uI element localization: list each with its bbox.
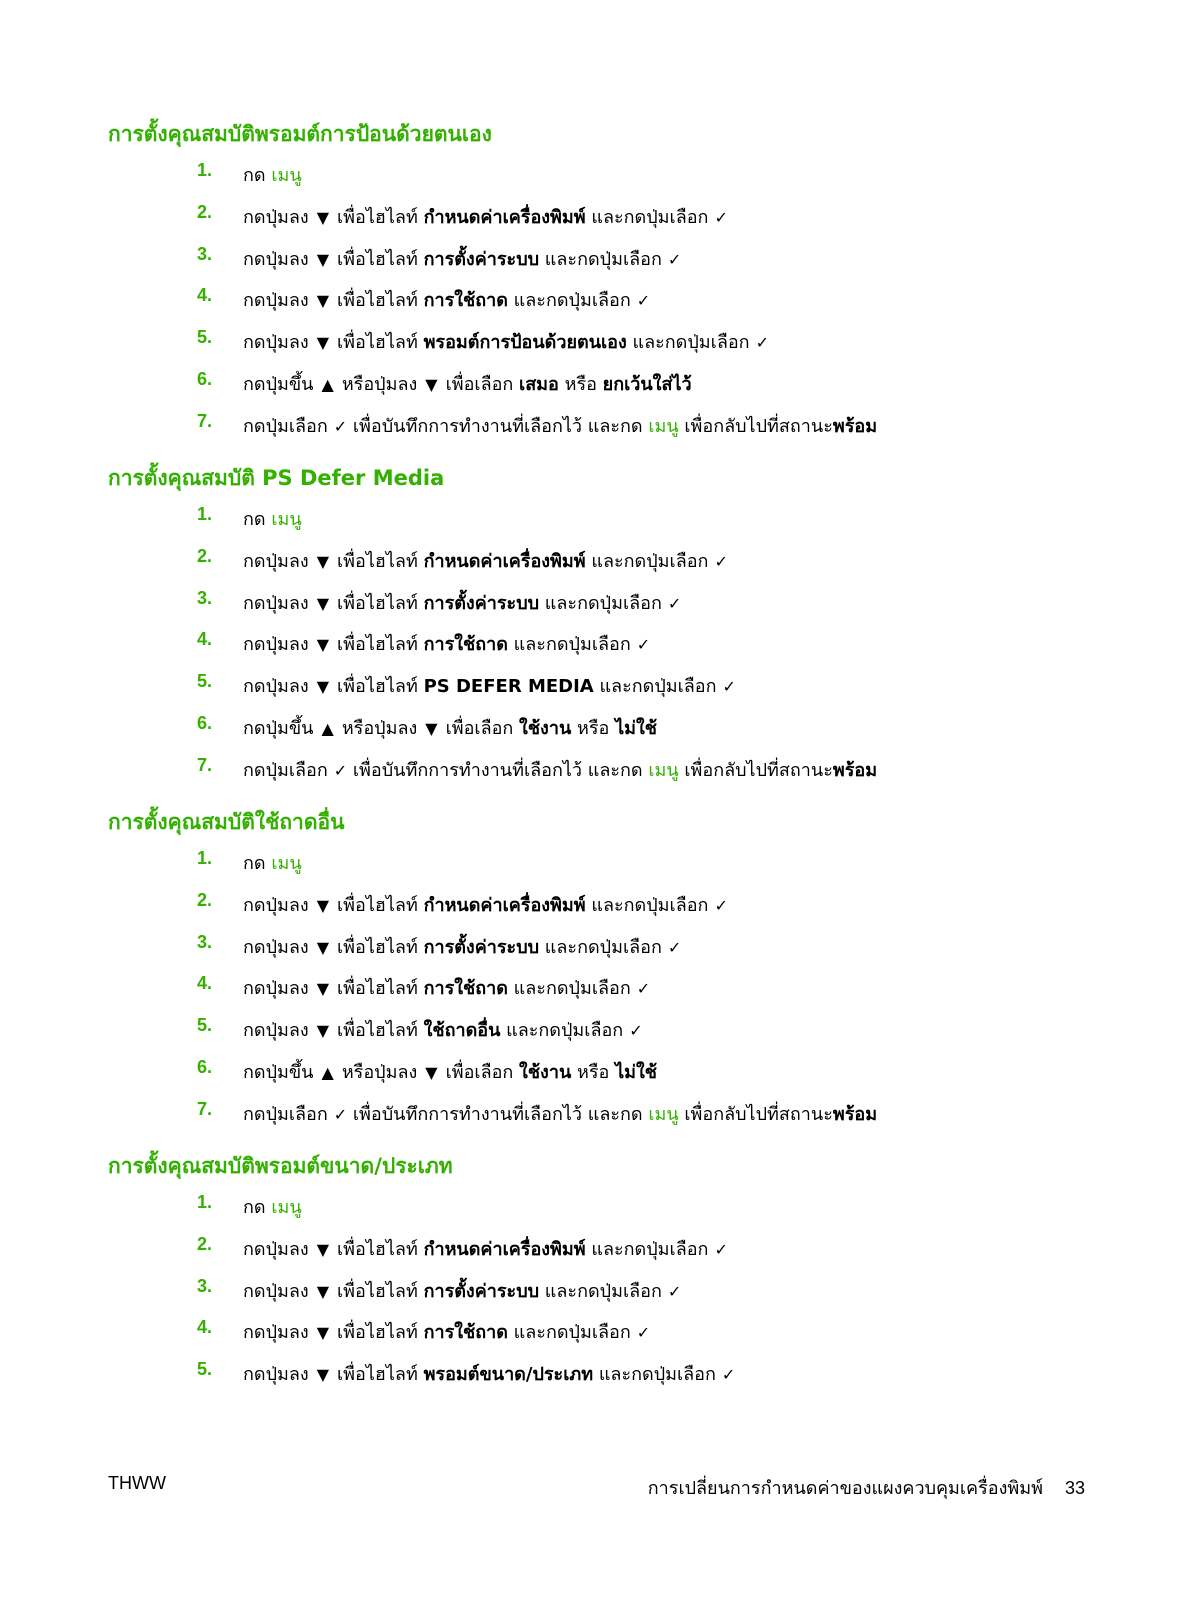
step-segment: กดปุ่มลง	[243, 894, 309, 916]
step-text	[243, 504, 302, 533]
arrow-down-icon: ▼	[316, 895, 330, 915]
step-text	[243, 285, 650, 314]
step-segment: กดปุ่มลง	[243, 248, 309, 270]
step-segment: กดปุ่มขึ้น	[243, 718, 314, 739]
step-number: 5.	[197, 1015, 213, 1036]
step-number: 5.	[197, 327, 213, 348]
step-segment: และกดปุ่มเลือก	[585, 206, 709, 228]
menu-keyword: เมนู	[271, 1197, 302, 1218]
step-segment: กดปุ่มลง	[243, 1364, 309, 1386]
step-segment: กดปุ่มขึ้น	[243, 374, 314, 395]
step-number: 4.	[197, 629, 213, 650]
arrow-down-icon: ▼	[316, 1323, 330, 1343]
step-segment: กด	[243, 1197, 272, 1218]
section-title: การตั้งคุณสมบัติพรอมต์การป้อนด้วยตนเอง	[108, 122, 492, 146]
menu-keyword: เมนู	[648, 1103, 679, 1125]
step-number: 3.	[197, 587, 213, 608]
step-segment: และกดปุ่มเลือก	[500, 1020, 624, 1042]
step-text	[243, 327, 769, 356]
step-segment: กดปุ่มลง	[243, 332, 309, 354]
arrow-up-icon: ▲	[321, 719, 334, 738]
step-number: 5.	[197, 671, 213, 692]
step-segment: กดปุ่มลง	[243, 936, 309, 958]
step-segment: และกดปุ่มเลือก	[593, 676, 717, 698]
step-text	[243, 755, 877, 784]
step-segment: เพื่อกลับไปที่สถานะ	[678, 759, 833, 781]
step-number: 4.	[197, 285, 213, 306]
setting-name: พรอมต์ขนาด/ประเภท	[423, 1364, 594, 1386]
arrow-up-icon: ▲	[321, 375, 334, 394]
step-segment: เพื่อไฮไลท์	[337, 978, 424, 1000]
checkmark-icon: ✓	[629, 1021, 643, 1041]
step-segment: และกดปุ่มเลือก	[507, 290, 631, 312]
step-number: 6.	[197, 369, 213, 389]
step-segment: และกดปุ่มเลือก	[507, 1322, 631, 1344]
setting-name: การตั้งค่าระบบ	[423, 592, 540, 614]
checkmark-icon: ✓	[667, 937, 682, 957]
checkmark-icon: ✓	[714, 1239, 728, 1259]
step-segment: และกดปุ่มเลือก	[626, 332, 750, 354]
step-text	[243, 932, 681, 961]
step-segment: และกดปุ่มเลือก	[585, 894, 709, 916]
checkmark-icon: ✓	[636, 291, 651, 311]
step-text	[243, 713, 657, 742]
step-segment: กดปุ่มลง	[243, 206, 309, 228]
step-segment: เพื่อไฮไลท์	[337, 1280, 424, 1302]
arrow-down-icon: ▼	[316, 937, 330, 957]
step-segment: เพื่อไฮไลท์	[337, 248, 424, 270]
step-segment: กดปุ่มลง	[243, 1280, 309, 1302]
step-number: 7.	[197, 410, 213, 431]
setting-name: ใช้งาน	[519, 718, 572, 739]
step-number: 3.	[197, 1275, 213, 1296]
step-segment: หรือ	[558, 374, 603, 395]
arrow-down-icon: ▼	[316, 551, 330, 571]
step-number: 1.	[197, 1192, 213, 1212]
arrow-down-icon: ▼	[316, 207, 330, 227]
step-text	[243, 629, 650, 658]
step-segment: กดปุ่มลง	[243, 550, 309, 572]
step-segment: เพื่อไฮไลท์	[337, 936, 424, 958]
step-number: 5.	[197, 1359, 213, 1380]
menu-keyword: เมนู	[271, 509, 302, 530]
step-segment: กดปุ่มลง	[243, 1322, 309, 1344]
setting-name: ไม่ใช้	[615, 718, 657, 739]
step-segment: กด	[243, 853, 272, 874]
step-segment: กดปุ่มลง	[243, 978, 309, 1000]
menu-keyword: เมนู	[271, 165, 302, 186]
step-segment: เพื่อกลับไปที่สถานะ	[678, 1103, 833, 1125]
step-segment: หรือปุ่มลง	[341, 374, 418, 395]
step-segment: และกดปุ่มเลือก	[593, 1364, 716, 1386]
section-title: การตั้งคุณสมบัติใช้ถาดอื่น	[108, 810, 345, 834]
step-segment: เพื่อบันทึกการทำงานที่เลือกไว้ และกด	[347, 415, 649, 437]
setting-name: การใช้ถาด	[423, 290, 508, 312]
step-number: 7.	[197, 1098, 213, 1119]
arrow-down-icon: ▼	[425, 1063, 438, 1082]
step-text	[243, 973, 650, 1002]
arrow-up-icon: ▲	[321, 1063, 334, 1082]
checkmark-icon: ✓	[333, 760, 348, 780]
arrow-down-icon: ▼	[316, 677, 330, 697]
step-segment: เพื่อไฮไลท์	[337, 1238, 424, 1260]
step-text	[243, 244, 681, 273]
arrow-down-icon: ▼	[316, 333, 330, 353]
step-number: 1.	[197, 160, 213, 180]
step-segment: กดปุ่มลง	[243, 290, 309, 312]
checkmark-icon: ✓	[714, 895, 728, 915]
step-number: 6.	[197, 1057, 213, 1077]
footer-right	[648, 1473, 1085, 1502]
setting-name: กำหนดค่าเครื่องพิมพ์	[423, 1238, 586, 1260]
checkmark-icon: ✓	[722, 677, 736, 697]
step-segment: เพื่อบันทึกการทำงานที่เลือกไว้ และกด	[347, 759, 649, 781]
checkmark-icon: ✓	[333, 416, 348, 436]
step-segment: และกดปุ่มเลือก	[507, 978, 631, 1000]
checkmark-icon: ✓	[714, 207, 728, 227]
setting-name: ใช้ถาดอื่น	[423, 1020, 501, 1042]
arrow-down-icon: ▼	[425, 375, 438, 394]
arrow-down-icon: ▼	[425, 719, 438, 738]
step-text	[243, 1192, 302, 1221]
step-segment: กดปุ่มลง	[243, 1020, 309, 1042]
setting-name: กำหนดค่าเครื่องพิมพ์	[423, 206, 586, 228]
page-number: 33	[1064, 1478, 1085, 1498]
setting-name: ไม่ใช้	[615, 1062, 657, 1083]
checkmark-icon: ✓	[636, 1323, 651, 1343]
arrow-down-icon: ▼	[316, 635, 330, 655]
step-segment: เพื่อไฮไลท์	[337, 634, 424, 656]
step-segment: กดปุ่มขึ้น	[243, 1062, 314, 1083]
step-segment: เพื่อไฮไลท์	[337, 1364, 424, 1386]
checkmark-icon: ✓	[636, 635, 651, 655]
step-segment: และกดปุ่มเลือก	[585, 1238, 709, 1260]
step-segment: กดปุ่มเลือก	[243, 415, 328, 437]
step-number: 2.	[197, 201, 213, 222]
arrow-down-icon: ▼	[316, 249, 330, 269]
step-segment: และกดปุ่มเลือก	[539, 248, 662, 270]
step-segment: และกดปุ่มเลือก	[539, 592, 662, 614]
step-segment: เพื่อเลือก	[445, 374, 520, 395]
step-text	[243, 1015, 643, 1044]
setting-name: กำหนดค่าเครื่องพิมพ์	[423, 894, 586, 916]
section-title: การตั้งคุณสมบัติพรอมต์ขนาด/ประเภท	[108, 1154, 453, 1178]
footer-chapter-title: การเปลี่ยนการกำหนดค่าของแผงควบคุมเครื่องพิมพ์	[647, 1478, 1043, 1498]
step-segment: และกดปุ่มเลือก	[539, 936, 662, 958]
setting-name: ยกเว้นใส่ไว้	[602, 374, 692, 395]
arrow-down-icon: ▼	[316, 1365, 330, 1385]
setting-name: พร้อม	[832, 415, 878, 437]
step-segment: กดปุ่มลง	[243, 592, 309, 614]
step-number: 3.	[197, 931, 213, 952]
arrow-down-icon: ▼	[316, 1021, 330, 1041]
step-number: 3.	[197, 243, 213, 264]
arrow-down-icon: ▼	[316, 1281, 330, 1301]
step-segment: กด	[243, 165, 272, 186]
step-text	[243, 1057, 657, 1086]
setting-name: การตั้งค่าระบบ	[423, 936, 540, 958]
setting-name: พรอมต์การป้อนด้วยตนเอง	[423, 332, 627, 354]
setting-name: การใช้ถาด	[423, 1322, 508, 1344]
setting-name: พร้อม	[832, 1103, 878, 1125]
step-segment: เพื่อไฮไลท์	[337, 1020, 424, 1042]
step-number: 2.	[197, 1233, 213, 1254]
step-text	[243, 588, 681, 617]
step-segment: กดปุ่มเลือก	[243, 1103, 328, 1125]
step-text	[243, 1099, 877, 1128]
step-text	[243, 848, 302, 877]
step-text	[243, 202, 728, 231]
step-segment: หรือ	[571, 1062, 616, 1083]
step-number: 1.	[197, 848, 213, 868]
menu-keyword: เมนู	[648, 759, 679, 781]
checkmark-icon: ✓	[333, 1104, 348, 1124]
setting-name: การตั้งค่าระบบ	[423, 248, 540, 270]
checkmark-icon: ✓	[721, 1365, 736, 1385]
step-number: 2.	[197, 545, 213, 566]
step-segment: เพื่อไฮไลท์	[337, 332, 424, 354]
step-segment: กดปุ่มเลือก	[243, 759, 328, 781]
step-segment: หรือ	[571, 718, 616, 739]
checkmark-icon: ✓	[667, 1281, 682, 1301]
step-number: 1.	[197, 504, 213, 524]
step-text	[243, 1317, 650, 1346]
checkmark-icon: ✓	[714, 551, 728, 571]
step-segment: เพื่อไฮไลท์	[337, 550, 424, 572]
step-number: 2.	[197, 889, 213, 910]
step-segment: เพื่อไฮไลท์	[337, 1322, 424, 1344]
setting-name: กำหนดค่าเครื่องพิมพ์	[423, 550, 586, 572]
step-segment: เพื่อบันทึกการทำงานที่เลือกไว้ และกด	[347, 1103, 649, 1125]
step-text	[243, 1359, 735, 1388]
step-text	[243, 369, 692, 398]
setting-name: การตั้งค่าระบบ	[423, 1280, 540, 1302]
checkmark-icon: ✓	[667, 593, 682, 613]
step-segment: กดปุ่มลง	[243, 676, 309, 698]
step-text	[243, 160, 302, 189]
checkmark-icon: ✓	[636, 979, 651, 999]
arrow-down-icon: ▼	[316, 291, 330, 311]
step-text	[243, 411, 877, 440]
step-text	[243, 546, 728, 575]
footer-left: THWW	[108, 1473, 166, 1493]
step-number: 4.	[197, 1317, 213, 1338]
setting-name: การใช้ถาด	[423, 978, 508, 1000]
menu-keyword: เมนู	[648, 415, 679, 437]
step-segment: เพื่อไฮไลท์	[337, 676, 424, 698]
step-number: 6.	[197, 713, 213, 733]
arrow-down-icon: ▼	[316, 593, 330, 613]
step-segment: กดปุ่มลง	[243, 634, 309, 656]
step-text	[243, 890, 728, 919]
step-number: 4.	[197, 973, 213, 994]
step-number: 7.	[197, 754, 213, 775]
step-text	[243, 1276, 681, 1305]
setting-name: PS DEFER MEDIA	[423, 676, 594, 698]
step-segment: และกดปุ่มเลือก	[507, 634, 631, 656]
step-segment: เพื่อไฮไลท์	[337, 592, 424, 614]
arrow-down-icon: ▼	[316, 979, 330, 999]
setting-name: ใช้งาน	[519, 1062, 572, 1083]
checkmark-icon: ✓	[755, 333, 769, 353]
step-segment: เพื่อเลือก	[445, 1062, 520, 1083]
setting-name: การใช้ถาด	[423, 634, 508, 656]
step-segment: หรือปุ่มลง	[341, 718, 418, 739]
step-segment: และกดปุ่มเลือก	[585, 550, 709, 572]
section-title: การตั้งคุณสมบัติ PS Defer Media	[108, 466, 445, 490]
step-segment: เพื่อไฮไลท์	[337, 206, 424, 228]
step-segment: เพื่อไฮไลท์	[337, 290, 424, 312]
step-segment: เพื่อกลับไปที่สถานะ	[678, 415, 833, 437]
setting-name: เสมอ	[519, 374, 559, 395]
step-segment: กดปุ่มลง	[243, 1238, 309, 1260]
step-segment: กด	[243, 509, 272, 530]
checkmark-icon: ✓	[667, 249, 682, 269]
menu-keyword: เมนู	[271, 853, 302, 874]
step-segment: เพื่อไฮไลท์	[337, 894, 424, 916]
setting-name: พร้อม	[832, 759, 878, 781]
step-segment: หรือปุ่มลง	[341, 1062, 418, 1083]
step-text	[243, 671, 736, 700]
step-segment: และกดปุ่มเลือก	[539, 1280, 662, 1302]
step-text	[243, 1234, 728, 1263]
arrow-down-icon: ▼	[316, 1239, 330, 1259]
step-segment: เพื่อเลือก	[445, 718, 520, 739]
